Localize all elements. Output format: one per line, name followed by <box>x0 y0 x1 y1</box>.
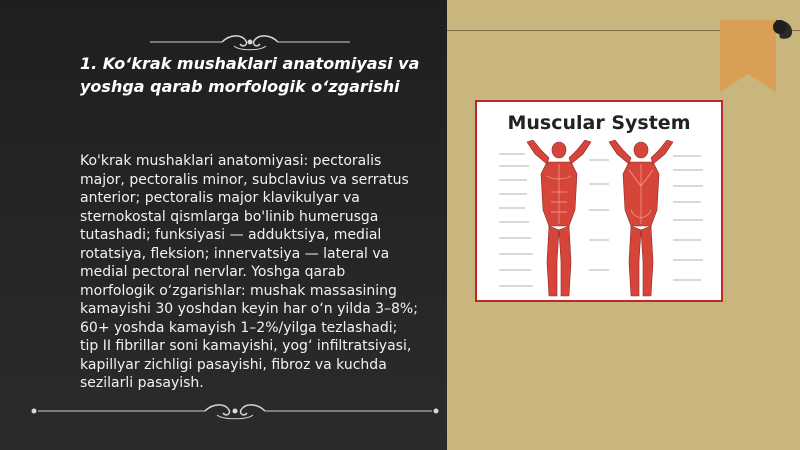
bottom-ornament <box>30 401 440 421</box>
slide-body-text: Ko'krak mushaklari anatomiyasi: pectoralis major, pectoralis minor, subclavius va serratus anterior; pectoralis major klavikulyar va sternokostal qismlarga bo'linib humerusga tutashadi; funksiyasi — adduktsiya, medial rotatsiya, fleksion; innervatsiya — lateral va medial pectoral nervlar. Yoshga qarab morfologik o‘zgarishlar: mushak massasining kamayishi 30 yoshdan keyin har o‘n yilda 3–8%; 60+ yoshda kamayish 1–2%/yilga tezlashadi; tip II fibrillar soni kamayishi, yog‘ infiltratsiyasi, kapillyar zichligi pasayishi, fibroz va kuchda sezilarli pasayish. <box>80 153 418 391</box>
muscular-system-image <box>475 100 723 302</box>
bookmark-icon <box>718 18 798 98</box>
image-title: Muscular System <box>507 112 691 134</box>
slide-title: 1. Ko‘krak mushaklari anatomiyasi va yoshga qarab morfologik o‘zgarishi <box>80 54 420 96</box>
top-ornament <box>150 32 350 52</box>
muscle-figures <box>477 140 721 300</box>
